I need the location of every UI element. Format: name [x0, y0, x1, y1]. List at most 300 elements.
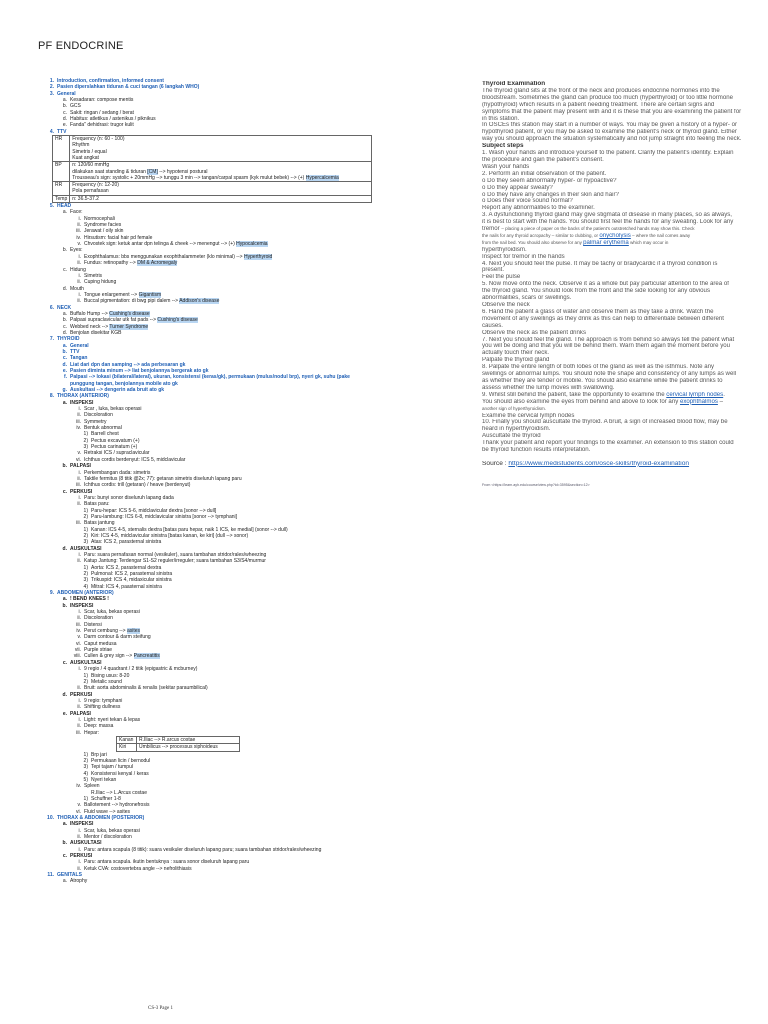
outline-marker: vi.: [76, 456, 81, 463]
outline-text: Kesadaran: compose mentis: [70, 97, 134, 104]
paragraph-text: o Do they appear sweaty?: [482, 184, 553, 191]
outline-marker: 3): [83, 764, 88, 771]
paragraph-line: [482, 482, 765, 489]
paragraph-text: Observe the neck as the patient drinks: [482, 329, 586, 336]
outline-marker: 2): [83, 437, 88, 444]
paragraph-line: [482, 316, 765, 323]
outline-text: Kiri: ICS 4-5, midclavicular sinistra [batas kanan, ke kiri] (dull --> sonor): [91, 532, 249, 539]
outline-marker: 5): [83, 776, 88, 783]
inline-link[interactable]: exophthalmos: [679, 398, 718, 405]
hepar-cell-text: Umbilicus --> processus xiphoideus: [139, 744, 218, 751]
paragraph-line: [482, 288, 765, 295]
ttv-row: [53, 195, 372, 202]
outline-text: Scar, luka, bekas operasi: [84, 609, 140, 616]
outline-marker: i.: [78, 551, 81, 558]
hepar-cell-text: R.Iliac --> R.arcus costae: [139, 736, 196, 743]
outline-marker: d.: [62, 116, 67, 123]
outline-marker: e.: [62, 710, 67, 717]
outline-marker: ii.: [77, 501, 81, 508]
outline-text: INSPEKSI: [70, 602, 94, 609]
outline-marker: c.: [62, 488, 67, 495]
outline-text: R.Iliac --> L.Arcus costae: [91, 789, 147, 796]
outline-text: Shifting dullness: [84, 704, 121, 711]
outline-text: Buffalo Hump -->: [70, 310, 110, 317]
outline-marker: a.: [62, 399, 67, 406]
paragraph-text: assess whether the lump moves with swallowing.: [482, 384, 615, 391]
outline-text: Taktile fermitus (8 titik @2x; 77): getaran simetris diseluruh lapang paru: [84, 475, 242, 482]
ttv-value-text: Rhythm: [72, 142, 90, 149]
outline-text: Ichthus cordis: trill (getaran) / heave (berdenyut): [84, 482, 191, 489]
hepar-cell: [137, 744, 240, 751]
paragraph-line: [482, 122, 765, 129]
outline-marker: 8.: [49, 393, 54, 400]
outline-marker: ii.: [77, 558, 81, 565]
paragraph-small-text: – placing a piece of paper on the backs of the patient's outstretched hands may show this. Check: [501, 226, 695, 232]
ttv-value-text: n: 36.5-37.2: [72, 195, 99, 202]
outline-text: Pectus excavatum (+): [91, 437, 140, 444]
paragraph-line: [482, 164, 765, 171]
outline-marker: a.: [62, 878, 67, 885]
outline-marker: viii.: [73, 653, 81, 660]
outline-text: Paru-lambung: ICS 6-8, midclavicular sinistra [sonor --> tymphani]: [91, 513, 238, 520]
outline-text: Hidung: [70, 266, 86, 273]
outline-marker: c.: [62, 853, 67, 860]
highlight-term: Gigantism: [138, 291, 162, 298]
outline-marker: g.: [62, 387, 67, 394]
paragraph-text: in this station.: [482, 115, 520, 122]
paragraph-line: [482, 302, 765, 309]
outline-text: Fundus: retinopathy -->: [84, 260, 138, 267]
outline-text: Metalic sound: [91, 678, 122, 685]
outline-text: Cuping hidung: [84, 279, 117, 286]
outline-marker: iii.: [76, 621, 81, 628]
outline-text: Webbed neck -->: [70, 323, 110, 330]
paragraph-line: [482, 419, 765, 426]
outline-marker: b.: [62, 348, 67, 355]
outline-marker: 1): [83, 672, 88, 679]
paragraph-text: You should also examine the eyes from behind and above to look for any: [482, 398, 680, 405]
outline-text: Light: nyeri tekan & lepas: [84, 716, 141, 723]
paragraph-line: [482, 240, 765, 247]
outline-text: Paru: suara pernafasan normal (vesikuler), suara tambahan stridor/rales/wheezing: [84, 551, 267, 558]
outline-marker: iii.: [76, 418, 81, 425]
paragraph-text: actually touch their neck.: [482, 350, 550, 357]
outline-marker: 3): [83, 577, 88, 584]
outline-text: Konsistensi kenyal / keras: [91, 770, 149, 777]
paragraph-text: Examine the cervical lymph nodes: [482, 412, 575, 419]
paragraph-text: In OSCEs this station may start in a number of ways. You may be given a history of a hyper- or: [482, 122, 738, 129]
outline-text: Hirsutism: facial hair pd female: [84, 234, 153, 241]
outline-marker: i.: [78, 666, 81, 673]
paragraph-text: o Do they have any changes in their skin and hair?: [482, 191, 619, 198]
outline-text: Palpasi --> lokasi (bilateral/lateral), ukuran, konsistensi (keras/gk), permukaan (mulus/nodul brp), nyeri gk, suhu (pake: [70, 374, 350, 381]
paragraph-text: 6. Hand the patient a glass of water and observe them as they take a drink. Watch the: [482, 308, 714, 315]
outline-column: [36, 78, 372, 885]
highlight-term: Cushing's disease: [157, 317, 198, 324]
outline-text: Simetris: [84, 272, 103, 279]
paragraph-text: 2. Perform an initial observation of the patient.: [482, 170, 607, 177]
outline-text: ABDOMEN (ANTERIOR): [57, 590, 114, 597]
paragraph-line: [482, 274, 765, 281]
paragraph-text: bloodstream. Sometimes the gland can produce too much (hyperthyroid) or too little hormone: [482, 94, 733, 101]
ttv-key: [53, 182, 70, 196]
outline-marker: a.: [62, 821, 67, 828]
outline-marker: iv.: [76, 425, 81, 432]
ttv-key: [53, 195, 70, 202]
ttv-table: [52, 135, 372, 203]
ttv-value-line: [72, 155, 369, 161]
paragraph-text: Palpate the thyroid gland: [482, 357, 550, 364]
outline-marker: 1): [83, 526, 88, 533]
paragraph-line: [482, 233, 765, 240]
ttv-row: [53, 182, 372, 196]
outline-text: Perut cembung -->: [84, 628, 127, 635]
paragraph-line: [482, 461, 765, 468]
source-link[interactable]: https://www.medistudents.com/osce-skills/thyroid-examination: [508, 460, 690, 467]
outline-marker: a.: [62, 310, 67, 317]
outline-marker: 2.: [49, 84, 54, 91]
outline-text: Ichthus cordis berdenyut: ICS 5, midclavicular: [84, 456, 186, 463]
outline-marker: v.: [77, 802, 81, 809]
outline-marker: 4.: [49, 128, 54, 135]
paragraph-text: hypothyroid patient, or you may be asked to examine the patient's neck or thyroid gland. Either: [482, 129, 737, 136]
paragraph-text: The thyroid gland sits at the front of the neck and produces endocrine hormones into the: [482, 87, 720, 94]
outline-text: Cullen & grey sign -->: [84, 653, 134, 660]
outline-marker: ii.: [77, 834, 81, 840]
paragraph-text: 8. Palpate the entire length of both lobes of the gland as well as the isthmus. Note any: [482, 364, 715, 371]
outline-text: General: [57, 90, 76, 97]
ttv-value-line: [72, 196, 369, 202]
outline-marker: c.: [62, 659, 67, 666]
outline-text: TTV: [70, 348, 80, 355]
ttv-value-text: Frequency (n: 60 - 100): [72, 136, 125, 143]
outline-marker: 2): [83, 532, 88, 539]
outline-marker: i.: [78, 859, 81, 866]
paragraph-text: it is best to start with the hands. You should first feel the hands for any sweating. Look for any: [482, 219, 734, 226]
outline-text: Pulmonal: ICS 2, parasternal sinistra: [91, 571, 173, 577]
ttv-value-text: Pola pernafasan: [72, 188, 109, 195]
page-footer: CS-3 Page 1: [148, 1006, 173, 1011]
outline-text: Pasien diminta minum --> liat benjolannya bergerak ato gk: [70, 368, 209, 374]
outline-marker: 10.: [47, 814, 54, 821]
outline-marker: 1): [83, 564, 88, 571]
outline-text: Barrell chest: [91, 431, 119, 438]
paragraph-text: o Does their voice sound normal?: [482, 198, 573, 205]
highlight-term: Cushing's disease: [109, 310, 150, 317]
outline-text: Mitral: ICS 4, paasternal sinistra: [91, 583, 162, 590]
outline-text: PERKUSI: [70, 488, 93, 495]
paragraph-text: Feel the pulse: [482, 274, 521, 281]
outline-marker: 4): [83, 770, 88, 777]
highlight-term: Hyperthyroid: [243, 253, 273, 260]
outline-text: Exophthalamus: bbs menggunakan exophthalammeter (klo minimal) -->: [84, 253, 244, 260]
paragraph-text: present.: [482, 267, 505, 274]
outline-marker: d.: [62, 691, 67, 698]
paragraph-text: swellings or abnormal lumps. You should note the shape and consistency of any lumps as well: [482, 371, 737, 378]
paragraph-line: [482, 406, 765, 413]
paragraph-line: [482, 136, 765, 143]
outline-text: Bruit: aorta abdominalis & renalis (sekitar paraumbilical): [84, 685, 208, 692]
outline-marker: a.: [62, 596, 67, 603]
outline-text: Spleen: [84, 783, 100, 790]
outline-marker: 7.: [49, 336, 54, 343]
outline-text: Discoloration: [84, 615, 113, 622]
ttv-key: [53, 136, 70, 162]
ttv-value-text: --> hypotensi postural: [157, 168, 208, 175]
outline-marker: f.: [63, 374, 67, 381]
outline-text: Tepi tajam / tumpul: [91, 764, 133, 771]
outline-marker: c.: [63, 109, 67, 116]
paragraph-line: [482, 171, 765, 178]
outline-text: Darm contour & darm steifung: [84, 634, 151, 641]
outline-marker: 3): [83, 539, 88, 546]
outline-text: 9 regio / 4 quadrant / 2 titik (epigastric & mcburney): [84, 666, 198, 673]
outline-text: INSPEKSI: [70, 821, 94, 828]
paragraph-text: as whether they are tender or mobile. You should also examine while the patient drinks to: [482, 377, 723, 384]
outline-text: Bising usus: 8-20: [91, 672, 130, 679]
paragraph-text: way you should approach the situation systematically and not jump straight into feeling the neck.: [482, 136, 742, 143]
outline-text: Kanan: ICS 4-5, sternalis dextra [batas paru hepar, naik 1 ICS, ke medial] (sonor --> dull): [91, 526, 288, 533]
ttv-row: [53, 162, 372, 182]
paragraph-text: 1. Wash your hands and introduce yourself to the patient. Clarify the patient's identity. Explain: [482, 150, 734, 157]
paragraph-text: Report any abnormalities to the examiner.: [482, 205, 595, 212]
outline-text: Fluid wave --> asites: [84, 808, 130, 815]
paragraph-text: (hypothyroid) which results in a patient needing treatment. There are certain signs and: [482, 101, 715, 108]
outline-marker: vi.: [76, 640, 81, 647]
paragraph-line: [482, 433, 765, 440]
outline-marker: v.: [77, 634, 81, 641]
outline-text: Katup Jantung: Terdengar S1-S2 reguler/irreguler; suara tambahan S3/S4/murmur: [84, 558, 266, 565]
paragraph-text: 7. Next you should feel the gland. The approach is from behind so always tell the patient what: [482, 336, 735, 343]
paragraph-text: 10. Finally you should auscultate the thyroid. A bruit, a sign of increased blood flow, may be: [482, 419, 728, 426]
outline-text: THORAX & ABDOMEN (POSTERIOR): [57, 814, 145, 821]
outline-text: Paru: antara scapula. ikutin bentuknya : suara sonor diseluruh lapang paru: [84, 859, 250, 866]
paragraph-text: o Do they seem abnormally hyper- or hypoactive?: [482, 177, 617, 184]
paragraph-line: [482, 454, 765, 461]
paragraph-text: tremor: [482, 226, 502, 233]
outline-marker: iv.: [76, 234, 81, 241]
paragraph-text: heard in hyperthyroidism.: [482, 426, 551, 433]
paragraph-line: [482, 185, 765, 192]
outline-text: Tangan: [70, 355, 88, 362]
paragraph-text: Inspect for tremor in the hands: [482, 253, 565, 260]
highlight-term: DM & Acromegaly: [137, 260, 178, 267]
paragraph-line: [482, 371, 765, 378]
outline-text: Face:: [70, 209, 83, 216]
outline-marker: vii.: [74, 647, 81, 654]
paragraph-text: Subject steps: [482, 143, 524, 150]
paragraph-line: [482, 440, 765, 447]
ttv-value-text: n: 120/60 mmHg: [72, 162, 110, 169]
outline-text: General: [70, 342, 89, 349]
paragraph-line: [482, 378, 765, 385]
outline-text: Permukaan licin / bernodul: [91, 757, 151, 764]
paragraph-line: [482, 337, 765, 344]
outline-marker: b.: [62, 463, 67, 470]
outline-marker: 1): [83, 795, 88, 802]
ttv-value-text: Kuat angkat: [72, 154, 99, 161]
paragraph-line: [482, 157, 765, 164]
ttv-value-text: Simetris / equal: [72, 148, 107, 155]
outline-marker: i.: [78, 253, 81, 260]
outline-text: Introduction, confirmation, informed consent: [57, 78, 164, 84]
paragraph-line: [482, 413, 765, 420]
outline-text: THORAX (ANTERIOR): [57, 393, 109, 400]
hepar-cell-text: Kanan: [119, 736, 134, 743]
outline-text: AUSKULTASI: [70, 840, 102, 847]
paragraph-text: another sign of hyperthyroidism.: [482, 405, 547, 411]
outline-text: Retraksi ICS / supraclavicular: [84, 450, 150, 457]
paragraph-line: [482, 95, 765, 102]
outline-text: Mentor / discoloration: [84, 834, 132, 840]
outline-text: Pectus carinatum (+): [91, 444, 138, 451]
paragraph-line: [482, 330, 765, 337]
paragraph-line: [482, 475, 765, 482]
outline-text: Purple striae: [84, 647, 113, 654]
paragraph-line: [482, 150, 765, 157]
paragraph-line: [482, 267, 765, 274]
outline-marker: v.: [77, 241, 81, 248]
paragraph-text: symptoms that the patient may present with and it is these that you are examining the patient for: [482, 108, 742, 115]
outline-text: Trikuspid: ICS 4, midaxicular sinistra: [91, 577, 172, 584]
paragraph-line: [482, 88, 765, 95]
outline-text: GCS: [70, 103, 81, 110]
outline-marker: i.: [78, 716, 81, 723]
highlight-hypercalcemia: Hypercalcemia: [305, 174, 339, 181]
paragraph-line: [482, 205, 765, 212]
outline-text: Auskultasi --> dengerin ada bruit ato gk: [70, 387, 165, 394]
outline-text: punggung tangan, benjolannya mobile ato gk: [70, 380, 178, 387]
outline-text: Normocephali: [84, 215, 115, 222]
outline-marker: c.: [63, 323, 67, 330]
paragraph-text: Thank your patient and report your findings to the examiner. An extension to this station could: [482, 440, 734, 447]
outline-text: Batas paru:: [84, 501, 110, 508]
outline-marker: i.: [78, 406, 81, 413]
ttv-value-text: Frequency (n: 12-20): [72, 182, 119, 189]
page-title: PF ENDOCRINE: [38, 40, 124, 52]
outline-text: GENITALS: [57, 872, 82, 879]
outline-text: PERKUSI: [70, 691, 93, 698]
outline-text: Scar , luka, bekas operasi: [84, 406, 142, 413]
outline-marker: e.: [62, 122, 67, 129]
outline-marker: e.: [62, 368, 67, 374]
outline-item: [36, 878, 372, 884]
highlight-cm: [CM]: [147, 168, 158, 175]
paragraph-line: [482, 247, 765, 254]
paragraph-line: [482, 281, 765, 288]
outline-text: PALPASI: [70, 710, 91, 717]
outline-text: Perkembangan dada: simetris: [84, 469, 151, 476]
outline-text: Tongue enlargement -->: [84, 291, 139, 298]
highlight-term: Hypocalcemia: [236, 241, 268, 248]
outline-text: HEAD: [57, 203, 72, 210]
outline-marker: iii.: [76, 729, 81, 736]
outline-marker: d.: [62, 545, 67, 552]
ttv-values: [70, 195, 372, 202]
paragraph-line: [482, 323, 765, 330]
outline-marker: 2): [83, 513, 88, 520]
outline-text: Hepar:: [84, 729, 100, 736]
paragraph-line: [482, 447, 765, 454]
outline-marker: ii.: [77, 615, 81, 622]
outline-marker: ii.: [77, 865, 81, 872]
outline-text: Palpasi supraclavicular utk fat pads -->: [70, 317, 158, 324]
paragraph-line: [482, 109, 765, 116]
outline-marker: c.: [63, 266, 67, 273]
highlight-term: asites: [126, 628, 140, 635]
outline-marker: d.: [62, 285, 67, 292]
paragraph-line: [482, 343, 765, 350]
paragraph-line: [482, 226, 765, 233]
outline-text: Bentuk abnormal: [84, 425, 122, 432]
outline-text: Nyeri tekan: [91, 776, 117, 783]
ttv-values: [70, 182, 372, 196]
paragraph-text: 5. Now move onto the neck. Observe it as a whole but pay particular attention to the area of: [482, 281, 729, 288]
section-heading: [482, 81, 765, 88]
inline-link[interactable]: cervical lymph nodes: [666, 391, 724, 398]
outline-marker: iii.: [76, 228, 81, 235]
outline-text: Deep: massa: [84, 723, 114, 730]
hepar-cell: [117, 736, 137, 743]
outline-text: Aorta: ICS 2, parasternal dextra: [91, 564, 162, 571]
outline-marker: i.: [78, 272, 81, 279]
paragraph-text: –: [717, 398, 723, 405]
outline-text: Distensi: [84, 621, 102, 628]
outline-text: Sakit: ringan / sedang / berat: [70, 109, 134, 116]
paragraph-text: 4. Next you should feel the pulse. It may be tachy or bradycardic if a thyroid condition is: [482, 260, 718, 267]
outline-text: Batas jantung: [84, 520, 115, 527]
outline-text: Syndrome facies: [84, 222, 122, 229]
outline-text: THYROID: [57, 336, 80, 343]
paragraph-line: [482, 212, 765, 219]
paragraph-text: you will be doing and that you will be behind them. Warn them again the moment before you: [482, 343, 731, 350]
outline-marker: iv.: [76, 783, 81, 790]
outline-marker: 2): [83, 678, 88, 685]
paragraph-text: Thyroid Examination: [482, 81, 546, 87]
paragraph-text: abnormalities, scars or swellings.: [482, 295, 572, 302]
paragraph-line: [482, 116, 765, 123]
outline-text: Fanda" dehidrasi: trugor kulit: [70, 122, 134, 129]
outline-text: Benjolan disekitar KGB: [70, 329, 122, 336]
outline-text: AUSKULTASI: [70, 545, 102, 552]
outline-marker: 1.: [49, 78, 54, 84]
ttv-values: [70, 136, 372, 162]
inline-link[interactable]: palmar erythema: [583, 239, 629, 246]
outline-marker: i.: [78, 291, 81, 298]
outline-text: Ketuk CVA: costovertebra angle --> nefrolithiasis: [84, 865, 192, 872]
outline-marker: ii.: [77, 704, 81, 711]
highlight-term: Pancreatitis: [133, 653, 160, 660]
outline-marker: b.: [62, 840, 67, 847]
outline-text: Liat dari dpn dan samping --> ada perbesaran gk: [70, 361, 186, 368]
outline-text: Schuffner 1-8: [91, 795, 121, 802]
ttv-key-text: Temp: [55, 195, 68, 202]
outline-marker: i.: [78, 469, 81, 476]
ttv-key-text: RR: [55, 182, 63, 189]
outline-marker: a.: [62, 97, 67, 104]
paragraph-line: [482, 198, 765, 205]
outline-marker: b.: [62, 317, 67, 324]
outline-text: Chvostek sign: ketuk antar dpn telinga & cheek --> menengut --> (+): [84, 241, 237, 248]
paragraph-text: movement of any swellings as they drink as this can help to differentiate between different: [482, 315, 724, 322]
outline-text: TTV: [57, 128, 67, 135]
outline-marker: i.: [78, 697, 81, 704]
outline-text: Symmetry: [84, 418, 107, 425]
paragraph-line: [482, 392, 765, 399]
outline-text: Buccal pigmentation: di bwg pipi dalem -->: [84, 298, 180, 305]
paragraph-line: [482, 295, 765, 302]
inline-link[interactable]: onycholysis: [599, 232, 631, 239]
